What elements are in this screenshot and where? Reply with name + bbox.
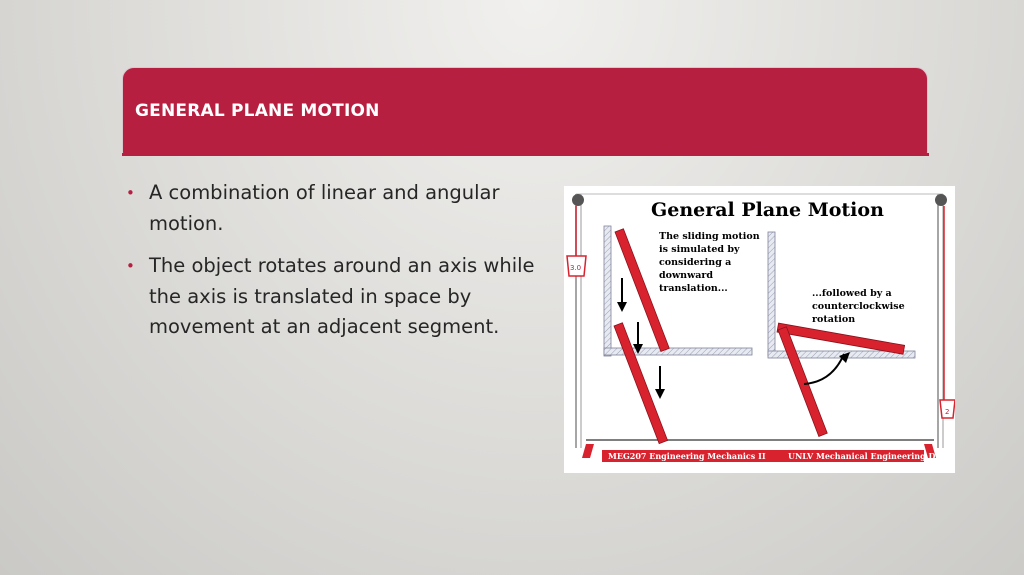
slide-title: GENERAL PLANE MOTION xyxy=(135,101,380,121)
bullet-text: A combination of linear and angular motion. xyxy=(149,181,500,235)
arrow-down-icon xyxy=(655,389,665,399)
right-wall-bar xyxy=(768,232,775,356)
bullet-dot-icon: • xyxy=(126,184,135,202)
footer-right: UNLV Mechanical Engineering Dept. xyxy=(788,451,953,461)
pulley-right-icon xyxy=(935,194,947,206)
bullet-text: The object rotates around an axis while the axis is translated in space by movement at an adjacent segment. xyxy=(149,254,535,338)
right-rod-lower xyxy=(778,327,827,437)
figure-drawing xyxy=(564,186,955,473)
figure-title: General Plane Motion xyxy=(651,199,884,221)
bullet-list xyxy=(126,178,546,355)
arrow-down-icon xyxy=(617,302,627,312)
weight-left-label: 3.0 xyxy=(570,264,582,272)
pulley-left-icon xyxy=(572,194,584,206)
right-rod-rotated xyxy=(777,323,905,354)
plane-motion-figure xyxy=(564,186,955,473)
footer-left: MEG207 Engineering Mechanics II xyxy=(608,451,766,461)
foot-left-icon xyxy=(582,444,594,458)
left-wall-bar xyxy=(604,226,611,356)
bullet-dot-icon: • xyxy=(126,257,135,275)
weight-right-label: 2 xyxy=(945,408,950,416)
rotation-arc xyxy=(804,354,844,384)
bullet-item xyxy=(126,178,546,239)
bullet-item xyxy=(126,251,546,343)
note-right: ...followed by a counterclockwise rotation xyxy=(812,288,905,325)
note-left: The sliding motion is simulated by considering a downward translation... xyxy=(659,231,760,294)
title-underline xyxy=(122,153,929,156)
